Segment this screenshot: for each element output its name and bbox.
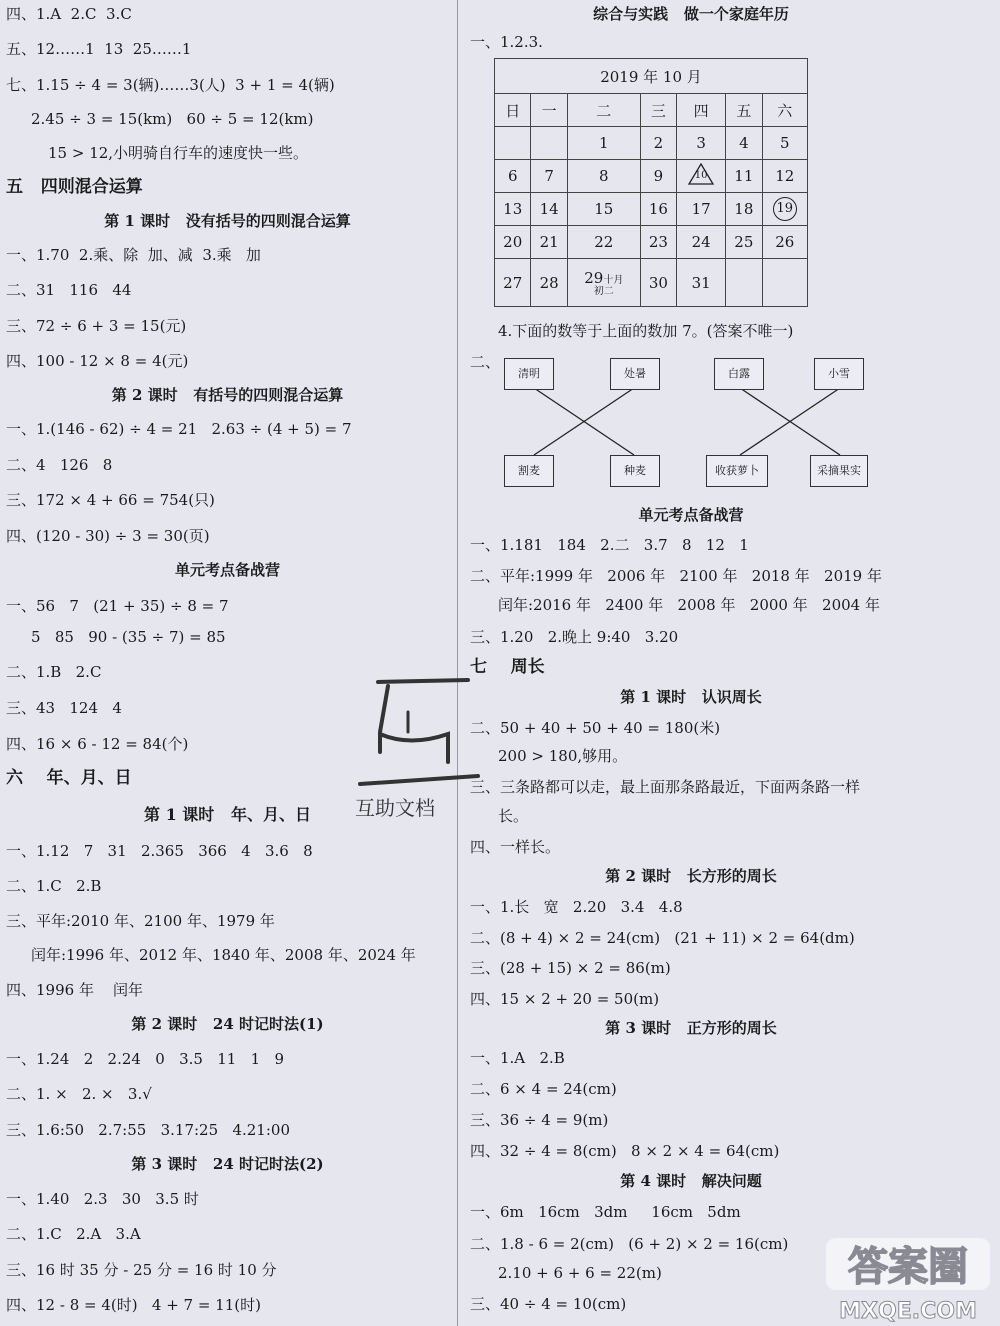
lunar-label: 初二 [593,285,614,297]
triangle-mark-icon [688,163,714,185]
day-cell: 16 [640,193,676,226]
answer-line: 三、1.6:50 2.7:55 3.17:25 4.21:00 [6,1121,290,1139]
answer-line: 二、 [470,353,501,371]
answer-line: 闰年:1996 年、2012 年、1840 年、2008 年、2024 年 [31,946,416,964]
answer-line: 一、1.12 7 31 2.365 366 4 3.6 8 [6,842,313,860]
answer-line: 一、56 7 (21 + 35) ÷ 8 = 7 [6,597,229,615]
day-cell: 22 [567,226,640,259]
answer-line: 三、43 124 4 [6,699,122,717]
site-logo-icon [818,1230,998,1326]
weekday-cell: 三 [640,94,676,127]
column-divider [457,0,458,1326]
answer-line: 4.下面的数等于上面的数加 7。(答案不唯一) [498,322,794,340]
answer-line: 二、1.B 2.C [6,663,102,681]
lesson-heading: 综合与实践 做一个家庭年历 [593,5,789,23]
answer-line: 一、1.40 2.3 30 3.5 时 [6,1190,199,1208]
day-cell: 30 [640,259,676,307]
day-cell: 5 [762,127,807,160]
circle-mark-icon: 19 [773,197,797,221]
day-number: 29 [584,268,604,287]
day-number: 10 [694,170,708,181]
answer-line: 一、1.长 宽 2.20 3.4 4.8 [470,898,683,916]
day-cell-circled [762,193,807,226]
section-title: 五 四则混合运算 [6,177,143,197]
day-cell: 2 [640,127,676,160]
lesson-heading: 第 2 课时 有括号的四则混合运算 [111,386,344,404]
answer-line: 三、36 ÷ 4 = 9(m) [470,1111,609,1129]
day-cell: 6 [495,160,531,193]
day-cell: 26 [762,226,807,259]
day-cell [531,127,567,160]
day-cell: 1 [567,127,640,160]
answer-line: 200 > 180,够用。 [498,747,628,765]
lesson-heading: 第 1 课时 年、月、日 [144,805,311,824]
calendar-title: 2019 年 10 月 [495,59,808,94]
answer-line: 二、31 116 44 [6,281,132,299]
day-cell: 17 [677,193,726,226]
section-title: 六 年、月、日 [6,768,132,788]
answer-line: 五、12……1 13 25……1 [6,40,192,58]
weekday-cell: 六 [762,94,807,127]
answer-line: 二、4 126 8 [6,456,113,474]
term-box: 处暑 [610,358,660,390]
lesson-heading: 第 1 课时 没有括号的四则混合运算 [104,212,351,230]
answer-line: 三、16 时 35 分 - 25 分 = 16 时 10 分 [6,1261,277,1279]
term-box: 小雪 [814,358,864,390]
day-cell [726,259,762,307]
day-cell: 31 [677,259,726,307]
answer-line: 三、(28 + 15) × 2 = 86(m) [470,959,671,977]
answer-line: 15 > 12,小明骑自行车的速度快一些。 [48,144,309,162]
weekday-cell: 一 [531,94,567,127]
lesson-heading: 第 3 课时 正方形的周长 [605,1019,777,1037]
answer-line: 四、100 - 12 × 8 = 4(元) [6,352,189,370]
answer-line: 一、1.(146 - 62) ÷ 4 = 21 2.63 ÷ (4 + 5) = 7 [6,420,352,438]
answer-line: 四、32 ÷ 4 = 8(cm) 8 × 2 × 4 = 64(cm) [470,1142,780,1160]
answer-line: 5 85 90 - (35 ÷ 7) = 85 [31,628,226,646]
watermark-text: 互助文档 [355,796,435,820]
answer-line: 一、1.70 2.乘、除 加、减 3.乘 加 [6,246,261,264]
answer-line: 二、(8 + 4) × 2 = 24(cm) (21 + 11) × 2 = 64(dm) [470,929,855,947]
activity-box: 种麦 [610,455,660,487]
day-cell: 7 [531,160,567,193]
answer-line: 四、1.A 2.C 3.C [6,5,132,23]
answer-line: 二、1.8 - 6 = 2(cm) (6 + 2) × 2 = 16(cm) [470,1235,789,1253]
lesson-heading: 第 2 课时 24 时记时法(1) [131,1015,324,1033]
weekday-cell: 日 [495,94,531,127]
answer-line: 四、12 - 8 = 4(时) 4 + 7 = 11(时) [6,1296,261,1314]
lesson-heading: 第 1 课时 认识周长 [620,688,762,706]
answer-line: 一、1.A 2.B [470,1049,565,1067]
day-cell: 28 [531,259,567,307]
weekday-cell: 四 [677,94,726,127]
day-cell [762,259,807,307]
answer-line: 一、1.24 2 2.24 0 3.5 11 1 9 [6,1050,285,1068]
lesson-heading: 第 4 课时 解决问题 [620,1172,762,1190]
answer-line: 三、40 ÷ 4 = 10(cm) [470,1295,627,1313]
day-cell: 23 [640,226,676,259]
day-cell: 13 [495,193,531,226]
day-cell: 21 [531,226,567,259]
answer-line: 一、1.2.3. [470,33,543,51]
day-cell: 8 [567,160,640,193]
lesson-heading: 第 3 课时 24 时记时法(2) [131,1155,324,1173]
day-cell-lunar [567,259,640,307]
lunar-label: 十月 [603,274,624,286]
answer-line: 二、50 + 40 + 50 + 40 = 180(米) [470,719,721,737]
day-cell: 4 [726,127,762,160]
matching-diagram [492,355,872,495]
answer-line: 三、三条路都可以走，最上面那条路最近，下面两条路一样 [470,778,861,796]
answer-line: 七、1.15 ÷ 4 = 3(辆)……3(人) 3 + 1 = 4(辆) [6,76,335,94]
answer-line: 闰年:2016 年 2400 年 2008 年 2000 年 2004 年 [498,596,880,614]
answer-line: 二、1.C 2.B [6,877,102,895]
day-cell: 27 [495,259,531,307]
answer-line: 二、1. × 2. × 3.√ [6,1085,152,1103]
answer-line: 四、15 × 2 + 20 = 50(m) [470,990,660,1008]
answer-line: 四、16 × 6 - 12 = 84(个) [6,735,189,753]
lesson-heading: 单元考点备战营 [174,561,280,579]
answer-line: 二、1.C 2.A 3.A [6,1225,141,1243]
answer-line: 四、一样长。 [470,838,561,856]
calendar-table [494,58,808,307]
answer-line: 三、172 × 4 + 66 = 754(只) [6,491,215,509]
lesson-heading: 第 2 课时 长方形的周长 [605,867,777,885]
day-cell [495,127,531,160]
answer-line: 2.45 ÷ 3 = 15(km) 60 ÷ 5 = 12(km) [31,110,314,128]
answer-line: 三、1.20 2.晚上 9:40 3.20 [470,628,679,646]
logo-url: MXQE.COM [839,1299,977,1324]
term-box: 清明 [504,358,554,390]
activity-box: 采摘果实 [810,455,868,487]
answer-line: 一、1.181 184 2.二 3.7 8 12 1 [470,536,749,554]
answer-line: 三、72 ÷ 6 + 3 = 15(元) [6,317,187,335]
answer-line: 二、平年:1999 年 2006 年 2100 年 2018 年 2019 年 [470,567,882,585]
logo-chinese: 答案圈 [848,1244,968,1290]
answer-line: 一、6m 16cm 3dm 16cm 5dm [470,1203,741,1221]
answer-line: 四、1996 年 闰年 [6,981,144,999]
weekday-cell: 二 [567,94,640,127]
day-cell: 24 [677,226,726,259]
term-box: 白露 [714,358,764,390]
lesson-heading: 单元考点备战营 [638,506,744,524]
activity-box: 割麦 [504,455,554,487]
day-cell: 3 [677,127,726,160]
weekday-cell: 五 [726,94,762,127]
day-cell: 18 [726,193,762,226]
answer-line: 三、平年:2010 年、2100 年、1979 年 [6,912,275,930]
day-cell: 15 [567,193,640,226]
answer-line: 2.10 + 6 + 6 = 22(m) [498,1264,662,1282]
day-cell: 12 [762,160,807,193]
day-cell-triangle [677,160,726,193]
day-cell: 14 [531,193,567,226]
section-title: 七 周长 [470,657,545,677]
answer-line: 二、6 × 4 = 24(cm) [470,1080,617,1098]
day-cell: 25 [726,226,762,259]
day-cell: 20 [495,226,531,259]
activity-box: 收获萝卜 [706,455,768,487]
answer-line: 长。 [498,807,529,825]
answer-line: 四、(120 - 30) ÷ 3 = 30(页) [6,527,210,545]
day-cell: 11 [726,160,762,193]
day-cell: 9 [640,160,676,193]
